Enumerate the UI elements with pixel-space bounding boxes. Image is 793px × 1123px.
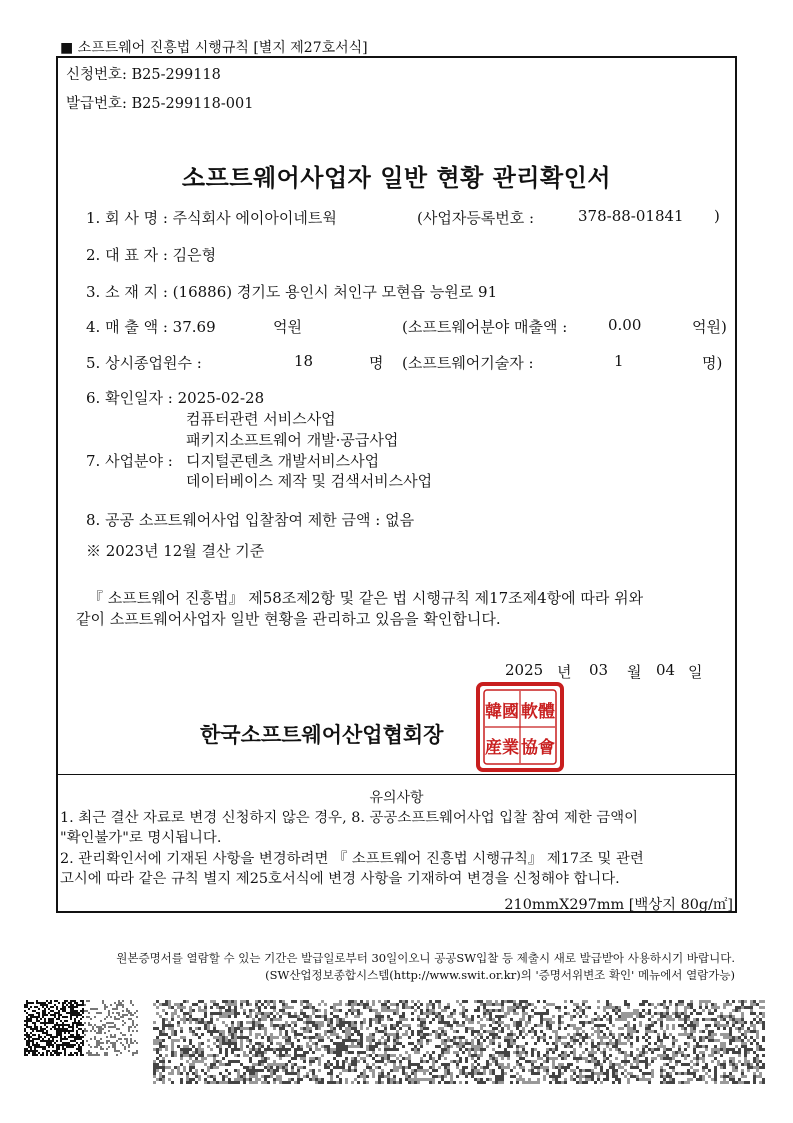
address: 3. 소 재 지 : (16886) 경기도 용인시 처인구 모현읍 능원로 91 (86, 283, 498, 301)
issue-number: 발급번호: B25-299118-001 (66, 96, 254, 112)
footer-line: (SW산업정보종합시스템(http://www.swit.or.kr)의 '증명서위변조 확인' 메뉴에서 열람가능) (265, 968, 735, 982)
footer-line: 원본증명서를 열람할 수 있는 기간은 발급일로부터 30일이오니 공공SW입찰 등 제출시 새로 발급받아 사용하시기 바랍니다. (116, 951, 735, 965)
business-field-label: 7. 사업분야 : (86, 452, 173, 470)
employee-count-label: 5. 상시종업원수 : (86, 354, 202, 372)
company-name: 1. 회 사 명 : 주식회사 에이아이네트웍 (86, 209, 337, 227)
settlement-note: ※ 2023년 12월 결산 기준 (86, 542, 265, 560)
notice-title: 유의사항 (369, 790, 424, 806)
notice-line: "확인불가"로 명시됩니다. (60, 830, 222, 846)
representative: 2. 대 표 자 : 김은형 (86, 246, 217, 264)
application-number: 신청번호: B25-299118 (66, 67, 221, 83)
signer-name: 한국소프트웨어산업협회장 (200, 722, 444, 747)
employee-count-value: 18 (294, 352, 314, 370)
security-code-icon (24, 1000, 138, 1056)
section-divider (56, 774, 737, 775)
issue-day-unit: 일 (688, 663, 703, 681)
issue-day: 04 (656, 661, 676, 679)
business-reg-label: (사업자등록번호 : (417, 209, 535, 227)
business-reg-number: 378-88-01841 (578, 207, 684, 225)
business-field-item: 컴퓨터관련 서비스사업 (186, 410, 336, 428)
issue-year-unit: 년 (557, 663, 572, 681)
seal-char: 軟體 (521, 702, 555, 722)
sales-unit: 억원 (273, 318, 302, 336)
business-field-item: 데이터베이스 제작 및 검색서비스사업 (186, 472, 433, 490)
issue-year: 2025 (505, 661, 544, 679)
page-title: 소프트웨어사업자 일반 현황 관리확인서 (181, 163, 612, 192)
sw-engineer-label: (소프트웨어기술자 : (402, 354, 534, 372)
official-seal (475, 681, 565, 773)
business-field-item: 패키지소프트웨어 개발·공급사업 (186, 431, 399, 449)
sales-amount: 4. 매 출 액 : 37.69 (86, 318, 216, 336)
sw-sales-unit: 억원) (692, 318, 727, 336)
sw-sales-label: (소프트웨어분야 매출액 : (402, 318, 568, 336)
sw-sales-value: 0.00 (608, 316, 642, 334)
business-reg-close: ) (714, 207, 720, 225)
issue-month: 03 (589, 661, 609, 679)
sw-engineer-unit: 명) (702, 354, 723, 372)
issue-month-unit: 월 (627, 663, 642, 681)
notice-line: 고시에 따라 같은 규칙 별지 제25호서식에 변경 사항을 기재하여 변경을 신청해야 합니다. (60, 871, 620, 887)
confirmation-line: 같이 소프트웨어사업자 일반 현황을 관리하고 있음을 확인합니다. (76, 610, 501, 628)
form-label: ■ 소프트웨어 진흥법 시행규칙 [별지 제27호서식] (60, 40, 368, 56)
bid-limit: 8. 공공 소프트웨어사업 입찰참여 제한 금액 : 없음 (86, 511, 415, 529)
business-field-item: 디지털콘텐츠 개발서비스사업 (186, 452, 380, 470)
paper-size: 210mmX297mm [백상지 80g/㎡] (504, 897, 733, 913)
seal-char: 協會 (521, 738, 555, 758)
seal-char: 産業 (485, 738, 519, 758)
employee-count-unit: 명 (369, 354, 384, 372)
notice-line: 2. 관리확인서에 기재된 사항을 변경하려면 『 소프트웨어 진흥법 시행규칙』 제17조 및 관련 (60, 851, 644, 867)
confirmation-line: 『 소프트웨어 진흥법』 제58조제2항 및 같은 법 시행규칙 제17조제4항에 따라 위와 (88, 589, 644, 607)
sw-engineer-value: 1 (614, 352, 624, 370)
seal-char: 韓國 (485, 702, 519, 722)
confirm-date: 6. 확인일자 : 2025-02-28 (86, 389, 265, 407)
notice-line: 1. 최근 결산 자료로 변경 신청하지 않은 경우, 8. 공공소프트웨어사업 입찰 참여 제한 금액이 (60, 810, 639, 826)
anti-forgery-pattern (153, 1000, 765, 1084)
